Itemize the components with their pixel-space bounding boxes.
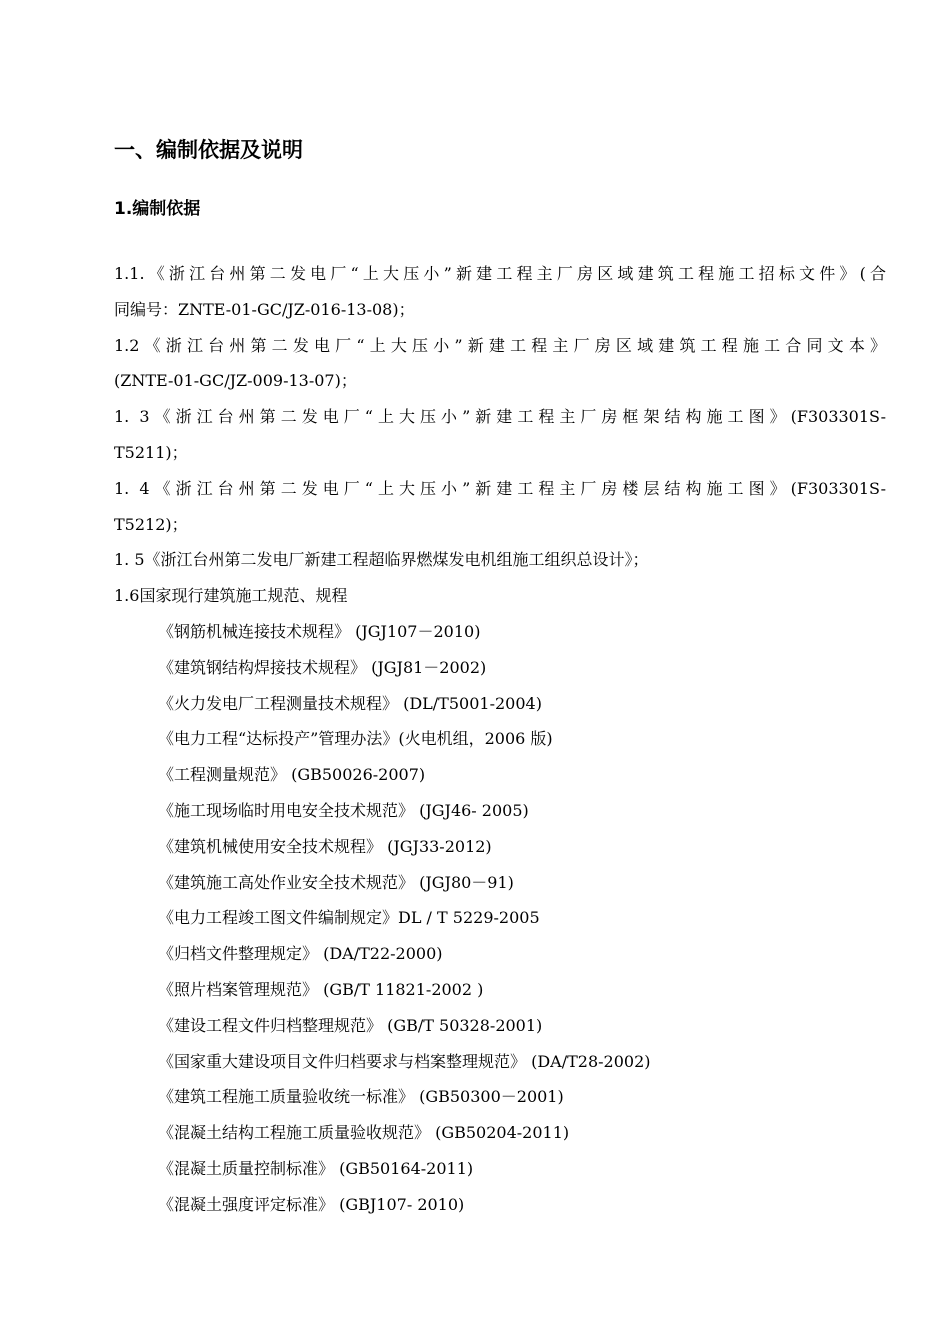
standard-item: 《电力工程竣工图文件编制规定》DL / T 5229-2005	[158, 908, 540, 928]
subsection-heading: 1.编制依据	[114, 199, 201, 219]
item-4-line-2: T5212)；	[114, 514, 188, 534]
section-heading: 一、编制依据及说明	[114, 138, 303, 162]
standard-item: 《混凝土质量控制标准》 (GB50164-2011)	[158, 1158, 474, 1178]
standard-item: 《建筑施工高处作业安全技术规范》 (JGJ80－91)	[158, 872, 514, 892]
standard-item: 《建筑钢结构焊接技术规程》 (JGJ81－2002)	[158, 657, 487, 677]
standard-item: 《施工现场临时用电安全技术规范》 (JGJ46- 2005)	[158, 800, 529, 820]
standard-item: 《国家重大建设项目文件归档要求与档案整理规范》 (DA/T28-2002)	[158, 1051, 651, 1071]
standard-item: 《混凝土结构工程施工质量验收规范》 (GB50204-2011)	[158, 1123, 570, 1143]
standard-item: 《火力发电厂工程测量技术规程》 (DL/T5001-2004)	[158, 693, 542, 713]
standard-item: 《归档文件整理规定》 (DA/T22-2000)	[158, 944, 443, 964]
item-2-line-1: 1.2《浙江台州第二发电厂“上大压小”新建工程主厂房区域建筑工程施工合同文本》	[114, 335, 886, 355]
standard-item: 《照片档案管理规范》 (GB/T 11821-2002 )	[158, 979, 484, 999]
item-5-line-1: 1. 5《浙江台州第二发电厂新建工程超临界燃煤发电机组施工组织总设计》；	[114, 550, 649, 570]
item-3-line-2: T5211)；	[114, 442, 188, 462]
item-4-line-1: 1. 4《浙江台州第二发电厂“上大压小”新建工程主厂房楼层结构施工图》(F303301S-	[114, 478, 886, 498]
standard-item: 《钢筋机械连接技术规程》 (JGJ107－2010)	[158, 621, 481, 641]
standard-item: 《建筑机械使用安全技术规程》 (JGJ33-2012)	[158, 836, 492, 856]
item-6-line-1: 1.6国家现行建筑施工规范、规程	[114, 586, 348, 606]
document-body	[114, 256, 886, 1223]
item-1-line-2: 同编号：ZNTE-01-GC/JZ-016-13-08)；	[114, 299, 415, 319]
standard-item: 《混凝土强度评定标准》 (GBJ107- 2010)	[158, 1194, 465, 1214]
standard-item: 《工程测量规范》 (GB50026-2007)	[158, 765, 426, 785]
item-3-line-1: 1. 3《浙江台州第二发电厂“上大压小”新建工程主厂房框架结构施工图》(F303301S-	[114, 407, 886, 427]
standard-item: 《建设工程文件归档整理规范》 (GB/T 50328-2001)	[158, 1015, 543, 1035]
standard-item: 《电力工程“达标投产”管理办法》(火电机组，2006 版)	[158, 729, 553, 749]
standard-item: 《建筑工程施工质量验收统一标准》 (GB50300－2001)	[158, 1087, 564, 1107]
item-2-line-2: (ZNTE-01-GC/JZ-009-13-07)；	[114, 371, 357, 391]
item-1-line-1: 1.1.《浙江台州第二发电厂“上大压小”新建工程主厂房区域建筑工程施工招标文件》(合	[114, 264, 886, 283]
